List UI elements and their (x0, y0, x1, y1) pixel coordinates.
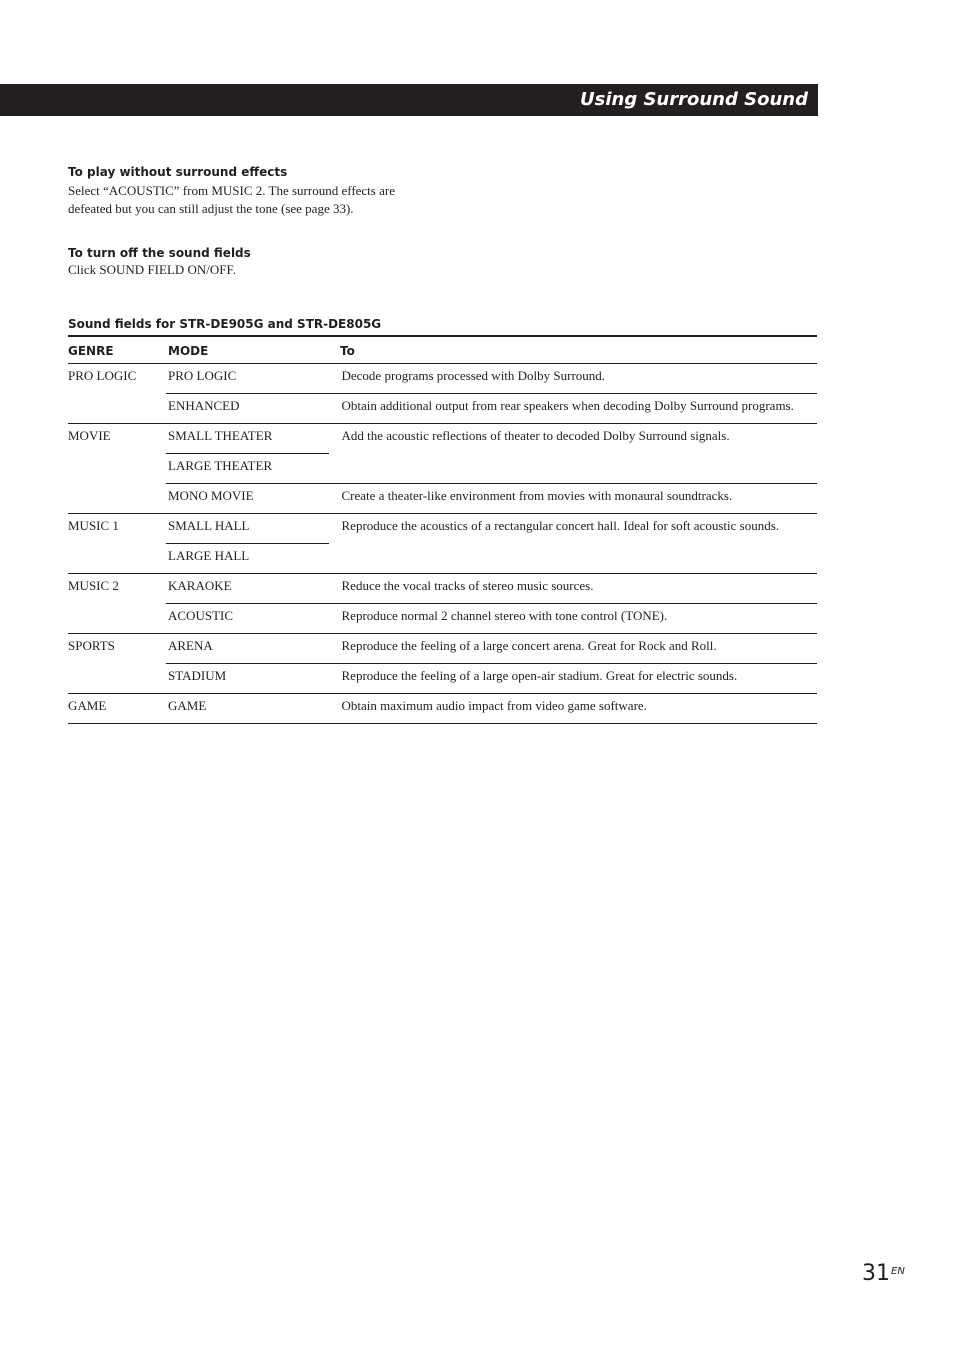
table-row (166, 453, 817, 483)
description-cell: Create a theater-like environment from movies with monaural soundtracks. (329, 483, 818, 513)
header-bar (0, 84, 818, 116)
mode-cell: LARGE HALL (166, 543, 329, 573)
section-play-without-surround (68, 164, 448, 218)
mode-cell: PRO LOGIC (168, 368, 237, 383)
description-cell: Add the acoustic reflections of theater to decoded Dolby Surround signals. (341, 428, 730, 443)
description-cell: Reproduce the feeling of a large concert arena. Great for Rock and Roll. (341, 638, 717, 653)
page-title: Using Surround Sound (580, 89, 808, 110)
mode-cell: MONO MOVIE (166, 483, 329, 513)
page-number-value: 31 (862, 1261, 890, 1286)
section-line: Select “ACOUSTIC” from MUSIC 2. The surround effects are (68, 183, 395, 198)
mode-cell: ENHANCED (166, 393, 329, 423)
genre-cell: SPORTS (68, 638, 115, 653)
genre-group (68, 634, 817, 694)
table-row (166, 424, 817, 453)
genre-group (68, 514, 817, 574)
table-header-row (68, 337, 817, 364)
genre-cell: MUSIC 2 (68, 578, 119, 593)
page-number-suffix: EN (891, 1266, 905, 1277)
genre-cell: MOVIE (68, 428, 111, 443)
table-row (166, 663, 817, 693)
section-body (68, 182, 448, 218)
sound-fields-table (68, 335, 817, 724)
mode-cell: SMALL THEATER (168, 428, 273, 443)
description-cell: Obtain maximum audio impact from video game software. (341, 698, 647, 713)
genre-cell: GAME (68, 698, 107, 713)
section-turn-off-sound-fields (68, 245, 448, 279)
header-to: To (340, 344, 355, 358)
section-line: defeated but you can still adjust the tone (see page 33). (68, 201, 354, 216)
description-cell (329, 453, 818, 483)
description-cell: Decode programs processed with Dolby Surround. (341, 368, 606, 383)
table-row (166, 393, 817, 423)
header-mode: MODE (168, 344, 209, 358)
description-cell (329, 543, 818, 573)
section-heading: To turn off the sound fields (68, 246, 251, 260)
genre-group (68, 424, 817, 514)
table-row (166, 694, 817, 723)
table-row (166, 364, 817, 393)
genre-group (68, 364, 817, 424)
mode-cell: LARGE THEATER (166, 453, 329, 483)
mode-cell: KARAOKE (168, 578, 232, 593)
description-cell: Reduce the vocal tracks of stereo music sources. (341, 578, 594, 593)
section-heading: To play without surround effects (68, 165, 288, 179)
table-row (166, 483, 817, 513)
table-row (166, 514, 817, 543)
mode-cell: ARENA (168, 638, 213, 653)
description-cell: Reproduce the acoustics of a rectangular concert hall. Ideal for soft acoustic sounds. (341, 518, 779, 533)
genre-group (68, 574, 817, 634)
description-cell: Reproduce the feeling of a large open-air stadium. Great for electric sounds. (329, 663, 818, 693)
table-row (166, 634, 817, 663)
description-cell: Obtain additional output from rear speakers when decoding Dolby Surround programs. (329, 393, 818, 423)
section-body (68, 261, 448, 279)
page-number (862, 1261, 905, 1287)
genre-group (68, 694, 817, 724)
section-line: Click SOUND FIELD ON/OFF. (68, 262, 236, 277)
mode-cell: STADIUM (166, 663, 329, 693)
genre-cell: PRO LOGIC (68, 368, 137, 383)
header-genre: GENRE (68, 344, 114, 358)
genre-cell: MUSIC 1 (68, 518, 119, 533)
table-row (166, 603, 817, 633)
mode-cell: GAME (168, 698, 207, 713)
mode-cell: SMALL HALL (168, 518, 250, 533)
table-row (166, 574, 817, 603)
table-row (166, 543, 817, 573)
mode-cell: ACOUSTIC (166, 603, 329, 633)
description-cell: Reproduce normal 2 channel stereo with tone control (TONE). (329, 603, 818, 633)
table-title: Sound fields for STR-DE905G and STR-DE805G (68, 317, 382, 331)
